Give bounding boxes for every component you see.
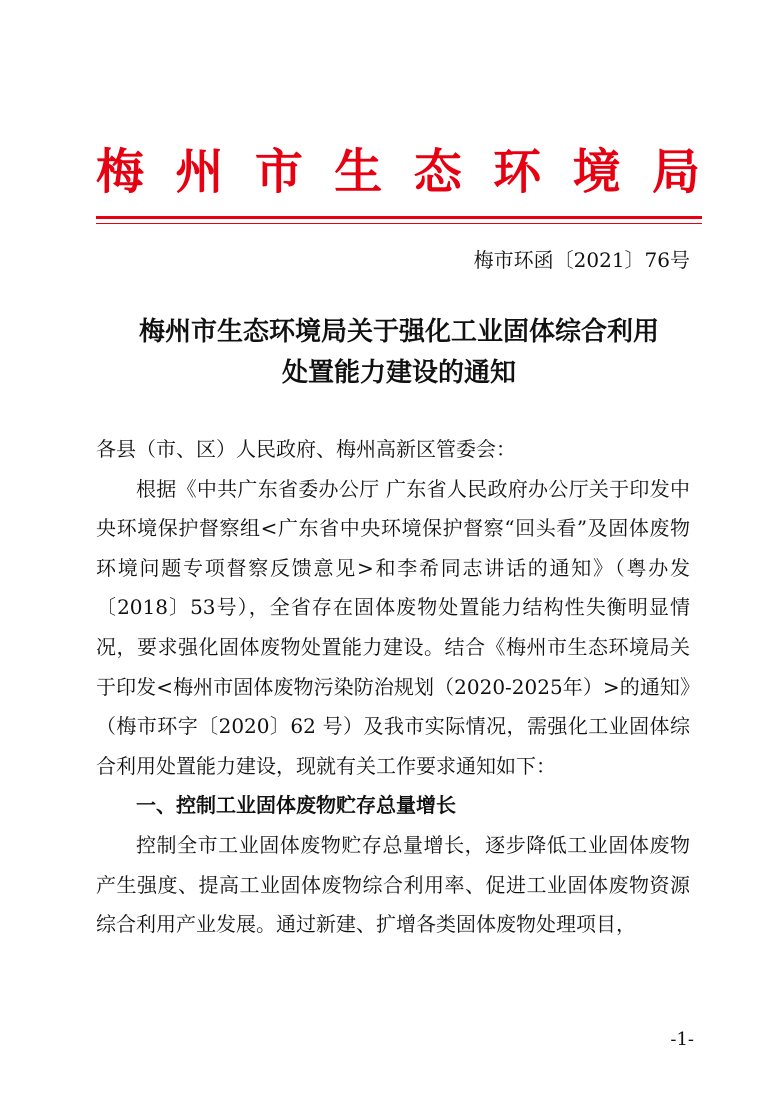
document-number: 梅市环函〔2021〕76号 (473, 248, 690, 272)
issuing-authority-header: 梅 州 市 生 态 环 境 局 (96, 144, 702, 200)
page-number: -1- (670, 1029, 694, 1050)
salutation: 各县（市、区）人民政府、梅州高新区管委会： (96, 437, 516, 461)
document-title-line-1: 梅州市生态环境局关于强化工业固体综合利用 (138, 317, 659, 347)
red-divider-thin (96, 223, 702, 224)
document-body (96, 430, 690, 945)
document-title (96, 312, 702, 394)
document-title-line-2: 处置能力建设的通知 (281, 358, 516, 388)
section-heading-1: 一、控制工业固体废物贮存总量增长 (136, 793, 456, 818)
paragraph-2: 控制全市工业固体废物贮存总量增长，逐步降低工业固体废物产生强度、提高工业固体废物综合利用率、促进工业固体废物资源综合利用产业发展。通过新建、扩增各类固体废物处理项目， (96, 832, 690, 937)
paragraph-1: 根据《中共广东省委办公厅 广东省人民政府办公厅关于印发中央环境保护督察组<广东省中央环境保护督察“回头看”及固体废物环境问题专项督察反馈意见>和李希同志讲话的通知》（粤办发〔2018〕53号），全省存在固体废物处置能力结构性失衡明显情况，要求强化固体废物处置能力建设。结合《梅州市生态环境局关于印发<梅州市固体废物污染防治规划（2020-2025年）>的通知》（梅市环字〔2020〕62 号）及我市实际情况，需强化工业固体综合利用处置能力建设，现就有关工作要求通知如下： (96, 476, 690, 778)
red-divider-thick (96, 216, 702, 219)
